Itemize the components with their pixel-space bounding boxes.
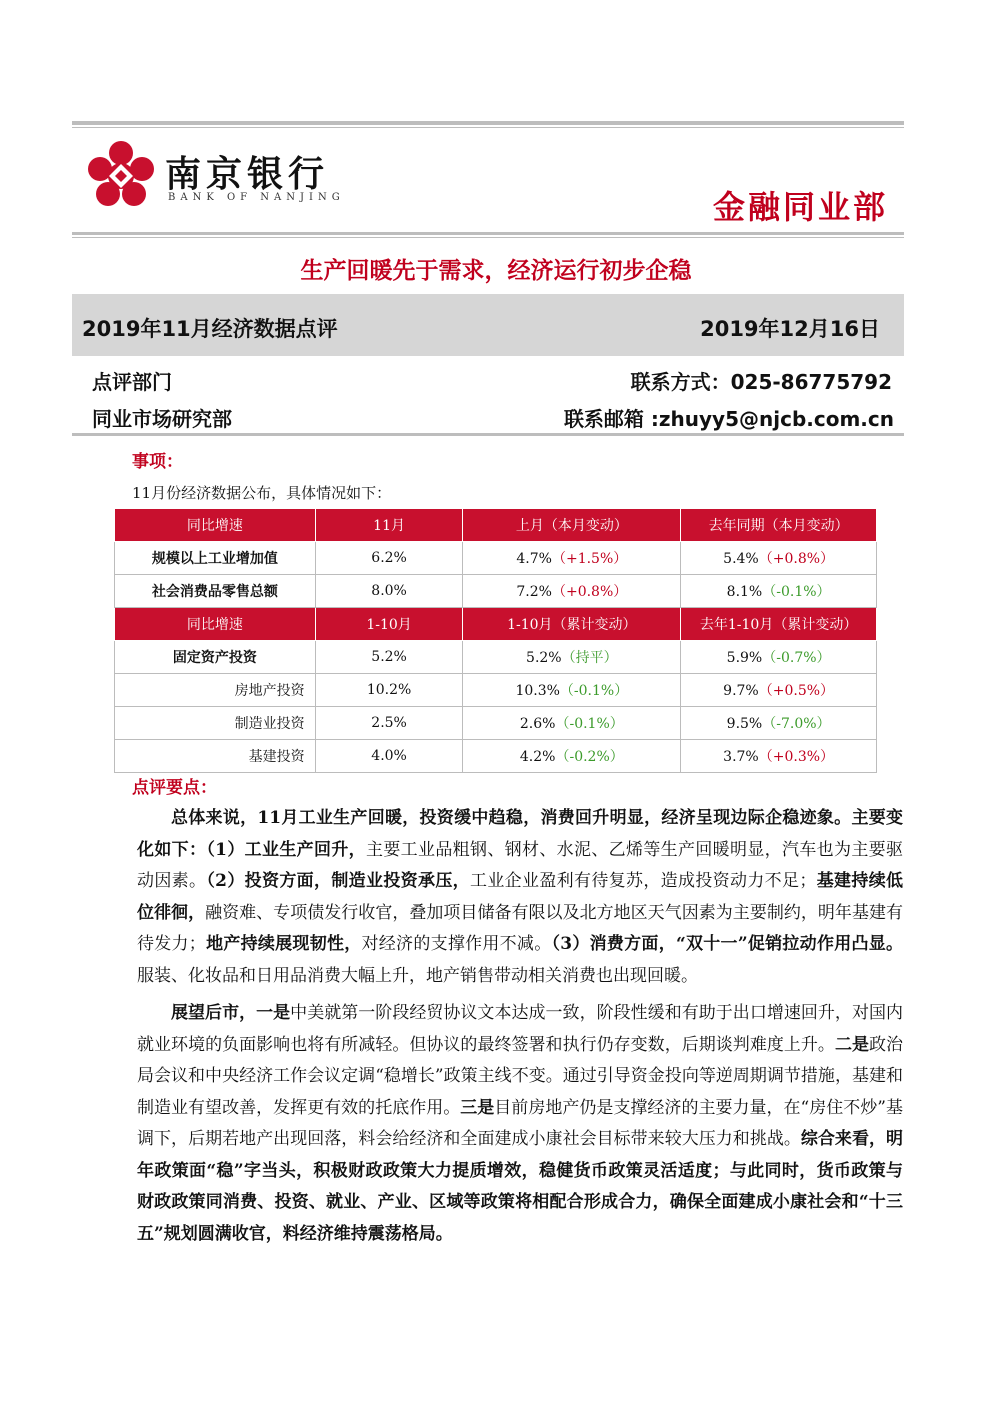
cell-yoy bbox=[681, 740, 877, 773]
cell-current: 10.2% bbox=[315, 674, 463, 707]
prev-change: （持平） bbox=[561, 650, 618, 666]
row-label: 社会消费品零售总额 bbox=[115, 575, 316, 608]
row-label: 房地产投资 bbox=[115, 674, 316, 707]
section-title-items: 事项： bbox=[132, 452, 183, 472]
text-segment: 服装、化妆品和日用品消费大幅上升，地产销售带动相关消费也出现回暖。 bbox=[137, 965, 698, 986]
table-row bbox=[115, 641, 877, 674]
table-header-cell: 1-10月（累计变动） bbox=[463, 608, 681, 641]
prev-change: （+0.8%） bbox=[551, 584, 628, 600]
text-segment: 中美就第一阶段经贸协议文本达成一致，阶段性缓和有助于出口增速回升，对国内就业环境的负面影响也将有所减轻。但协议的最终签署和执行仍存变数，后期谈判难度上升。 bbox=[137, 1003, 904, 1055]
row-label: 制造业投资 bbox=[115, 707, 316, 740]
cell-current: 8.0% bbox=[315, 575, 463, 608]
cell-prev bbox=[463, 575, 681, 608]
dept-label: 点评部门 bbox=[92, 370, 172, 394]
header-rule-thin bbox=[72, 237, 904, 238]
contact-email: 联系邮箱 :zhuyy5@njcb.com.cn bbox=[563, 407, 894, 431]
data-table bbox=[114, 508, 877, 773]
yoy-change: （-0.1%） bbox=[762, 584, 831, 600]
yoy-value: 5.9% bbox=[726, 650, 763, 666]
text-segment: 对经济的支撑作用不减。 bbox=[361, 934, 552, 954]
bold-segment: 二是 bbox=[834, 1034, 869, 1055]
prev-value: 2.6% bbox=[519, 716, 556, 732]
cell-current: 5.2% bbox=[315, 641, 463, 674]
intro-text: 11月份经济数据公布，具体情况如下： bbox=[132, 484, 392, 502]
yoy-change: （+0.3%） bbox=[758, 749, 835, 765]
bold-segment: 三是 bbox=[460, 1097, 495, 1118]
bank-logo-icon bbox=[86, 140, 156, 210]
top-rule-thin bbox=[72, 127, 904, 128]
yoy-change: （-0.7%） bbox=[762, 650, 831, 666]
row-label: 固定资产投资 bbox=[115, 641, 316, 674]
table-row bbox=[115, 707, 877, 740]
cell-current: 6.2% bbox=[315, 542, 463, 575]
yoy-change: （+0.5%） bbox=[758, 683, 835, 699]
department-name: 金融同业部 bbox=[712, 188, 888, 226]
cell-prev bbox=[463, 674, 681, 707]
table-header-row bbox=[115, 509, 877, 542]
table-header-cell: 去年同期（本月变动） bbox=[681, 509, 877, 542]
yoy-change: （-7.0%） bbox=[762, 716, 831, 732]
commentary-paragraph-2 bbox=[137, 998, 903, 1250]
cell-yoy bbox=[681, 674, 877, 707]
cell-yoy bbox=[681, 641, 877, 674]
prev-value: 4.2% bbox=[519, 749, 556, 765]
table-header-cell: 1-10月 bbox=[315, 608, 463, 641]
table-header-cell: 去年1-10月（累计变动） bbox=[681, 608, 877, 641]
table-row bbox=[115, 740, 877, 773]
meta-rule bbox=[72, 433, 904, 436]
table-header-cell: 11月 bbox=[315, 509, 463, 542]
report-date: 2019年12月16日 bbox=[700, 317, 880, 341]
table-header-cell: 上月（本月变动） bbox=[463, 509, 681, 542]
yoy-value: 8.1% bbox=[726, 584, 763, 600]
contact-phone: 联系方式：025-86775792 bbox=[630, 370, 892, 394]
prev-change: （-0.1%） bbox=[555, 716, 624, 732]
table-row bbox=[115, 674, 877, 707]
commentary-body bbox=[137, 803, 903, 1250]
prev-value: 5.2% bbox=[526, 650, 562, 666]
cell-yoy bbox=[681, 575, 877, 608]
top-rule bbox=[72, 121, 904, 125]
commentary-paragraph-1 bbox=[137, 803, 903, 992]
text-segment: 政治局会议和中央经济工作会议定调“稳增长”政策主线不变。通过引导资金投向等逆周期调节措施，基建和制造业有望改善，发挥更有效的托底作用。 bbox=[137, 1034, 904, 1118]
report-title-bar bbox=[72, 294, 904, 356]
cell-prev bbox=[463, 740, 681, 773]
headline: 生产回暖先于需求，经济运行初步企稳 bbox=[300, 258, 692, 284]
yoy-value: 9.7% bbox=[723, 683, 759, 699]
yoy-value: 5.4% bbox=[723, 551, 759, 567]
bold-segment: 地产持续展现韧性， bbox=[205, 934, 362, 954]
bank-name-cn: 南京银行 bbox=[165, 153, 330, 195]
cell-yoy bbox=[681, 707, 877, 740]
dept-value: 同业市场研究部 bbox=[92, 407, 232, 431]
section-title-comments: 点评要点： bbox=[132, 778, 217, 798]
yoy-change: （+0.8%） bbox=[758, 551, 835, 567]
cell-current: 4.0% bbox=[315, 740, 463, 773]
cell-prev bbox=[463, 641, 681, 674]
yoy-value: 3.7% bbox=[723, 749, 759, 765]
bank-name-en: BANK OF NANJING bbox=[168, 192, 345, 203]
bold-segment: （3）消费方面，“双十一”促销拉动作用凸显。 bbox=[551, 934, 904, 954]
table-header-row bbox=[115, 608, 877, 641]
row-label: 基建投资 bbox=[115, 740, 316, 773]
cell-prev bbox=[463, 707, 681, 740]
bold-segment: 基建持续低位徘徊， bbox=[137, 871, 904, 923]
table-header-cell: 同比增速 bbox=[115, 509, 316, 542]
prev-change: （-0.1%） bbox=[559, 683, 629, 699]
text-segment: 融资难、专项债发行收官，叠加项目储备有限以及北方地区天气因素为主要制约，明年基建有待发力； bbox=[137, 902, 904, 954]
prev-value: 10.3% bbox=[515, 683, 560, 699]
table-header-cell: 同比增速 bbox=[115, 608, 316, 641]
text-segment: 目前房地产仍是支撑经济的主要力量，在“房住不炒”基调下，后期若地产出现回落，料会给经济和全面建成小康社会目标带来较大压力和挑战。 bbox=[137, 1097, 904, 1149]
text-segment: 主要工业品粗钢、钢材、水泥、乙烯等生产回暖明显，汽车也为主要驱动因素。 bbox=[137, 839, 904, 891]
cell-yoy bbox=[681, 542, 877, 575]
bold-segment: （2）投资方面，制造业投资承压， bbox=[206, 871, 471, 891]
header-rule bbox=[72, 232, 904, 235]
text-segment: 工业企业盈利有待复苏，造成投资动力不足； bbox=[470, 871, 817, 891]
table-row bbox=[115, 575, 877, 608]
prev-value: 4.7% bbox=[516, 551, 552, 567]
bold-segment: 总体来说，11月工业生产回暖，投资缓中趋稳，消费回升明显，经济呈现边际企稳迹象。主要变化如下：（1）工业生产回升， bbox=[137, 808, 903, 860]
bold-segment: 展望后市，一是 bbox=[171, 1003, 291, 1023]
bold-segment: 综合来看，明年政策面“稳”字当头，积极财政政策大力提质增效，稳健货币政策灵活适度；与此同时，货币政策与财政政策同消费、投资、就业、产业、区域等政策将相配合形成合力，确保全面建成小康社会和“十三五”规划圆满收官，料经济维持震荡格局。 bbox=[137, 1129, 904, 1244]
prev-change: （-0.2%） bbox=[555, 749, 624, 765]
report-title: 2019年11月经济数据点评 bbox=[82, 317, 338, 341]
cell-prev bbox=[463, 542, 681, 575]
prev-change: （+1.5%） bbox=[551, 551, 628, 567]
row-label: 规模以上工业增加值 bbox=[115, 542, 316, 575]
cell-current: 2.5% bbox=[315, 707, 463, 740]
yoy-value: 9.5% bbox=[726, 716, 763, 732]
table-row bbox=[115, 542, 877, 575]
prev-value: 7.2% bbox=[516, 584, 552, 600]
